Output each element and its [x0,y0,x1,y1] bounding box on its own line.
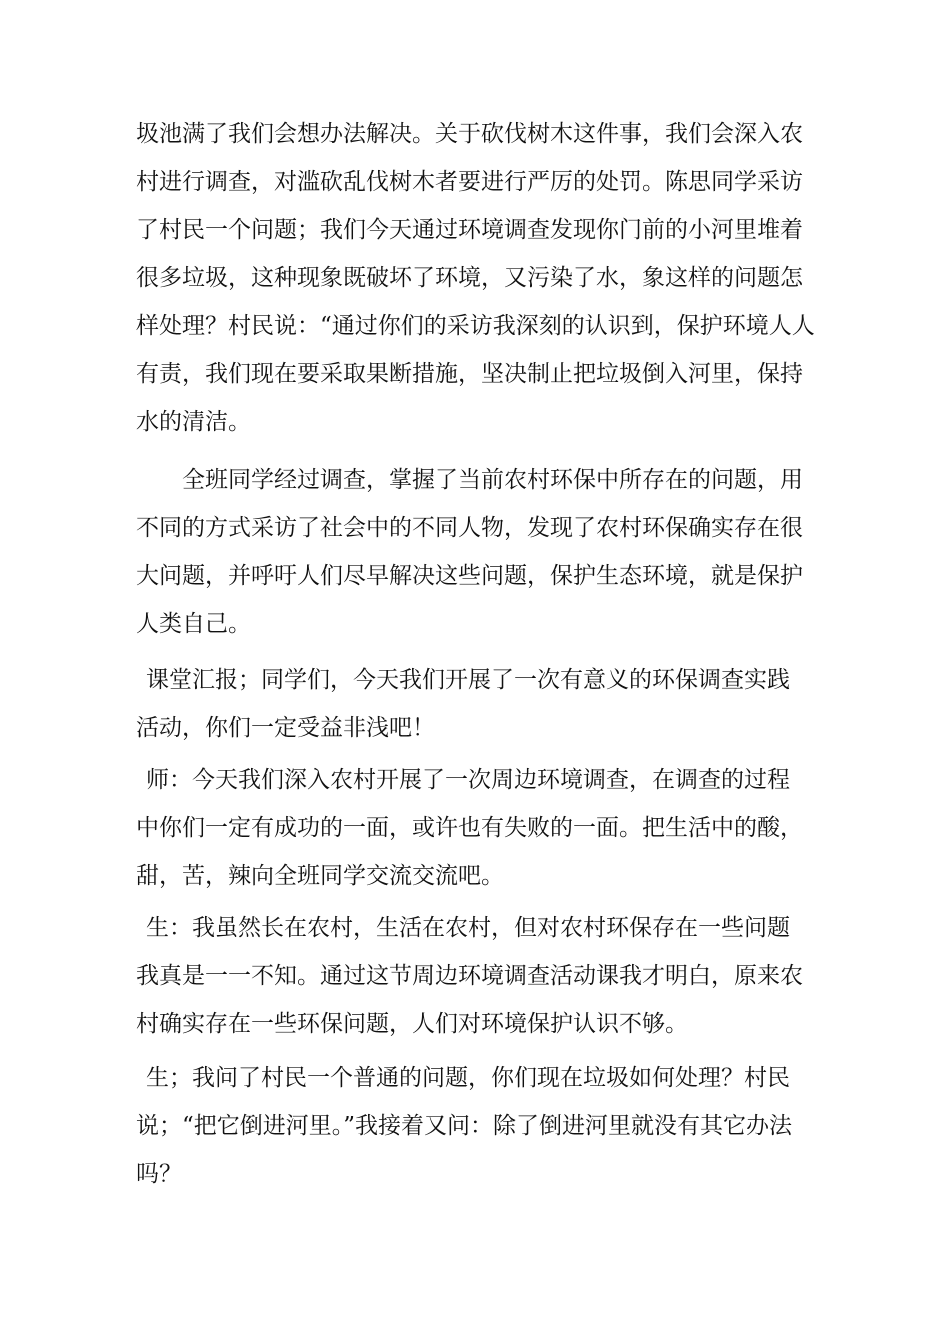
paragraph-6-line-1: 生；我问了村民一个普通的问题，你们现在垃圾如何处理？村民 [146,1065,790,1091]
paragraph-3-line-1: 课堂汇报；同学们，今天我们开展了一次有意义的环保调查实践 [146,667,790,693]
paragraph-5-line-2: 我真是一一不知。通过这节周边环境调查活动课我才明白，原来农 [136,963,803,989]
paragraph-1-line-5: 样处理？村民说：“通过你们的采访我深刻的认识到，保护环境人人 [136,313,815,339]
paragraph-6-line-2: 说；“把它倒进河里。”我接着又问：除了倒进河里就没有其它办法 [136,1113,793,1139]
paragraph-4-line-3: 甜，苦，辣向全班同学交流交流吧。 [136,863,504,889]
paragraph-1-line-4: 很多垃圾，这种现象既破坏了环境，又污染了水，象这样的问题怎 [136,265,803,291]
paragraph-4-line-2: 中你们一定有成功的一面，或许也有失败的一面。把生活中的酸， [136,815,803,841]
paragraph-6-line-3: 吗？ [136,1161,182,1187]
paragraph-1-line-6: 有责，我们现在要采取果断措施，坚决制止把垃圾倒入河里，保持 [136,361,803,387]
paragraph-1-line-3: 了村民一个问题；我们今天通过环境调查发现你门前的小河里堆着 [136,217,803,243]
paragraph-2-line-3: 大问题，并呼吁人们尽早解决这些问题，保护生态环境，就是保护 [136,563,803,589]
paragraph-4-line-1: 师：今天我们深入农村开展了一次周边环境调查，在调查的过程 [146,767,790,793]
paragraph-5-line-1: 生：我虽然长在农村，生活在农村，但对农村环保存在一些问题 [146,915,790,941]
paragraph-5-line-3: 村确实存在一些环保问题，人们对环境保护认识不够。 [136,1011,688,1037]
paragraph-2-line-4: 人类自己。 [136,611,251,637]
paragraph-1-line-2: 村进行调查，对滥砍乱伐树木者要进行严厉的处罚。陈思同学采访 [136,169,803,195]
paragraph-1-line-1: 圾池满了我们会想办法解决。关于砍伐树木这件事，我们会深入农 [136,121,803,147]
paragraph-3-line-2: 活动，你们一定受益非浅吧！ [136,715,435,741]
paragraph-2-line-2: 不同的方式采访了社会中的不同人物，发现了农村环保确实存在很 [136,515,803,541]
paragraph-1-line-7: 水的清洁。 [136,409,251,435]
paragraph-2-line-1: 全班同学经过调查，掌握了当前农村环保中所存在的问题，用 [182,467,803,493]
